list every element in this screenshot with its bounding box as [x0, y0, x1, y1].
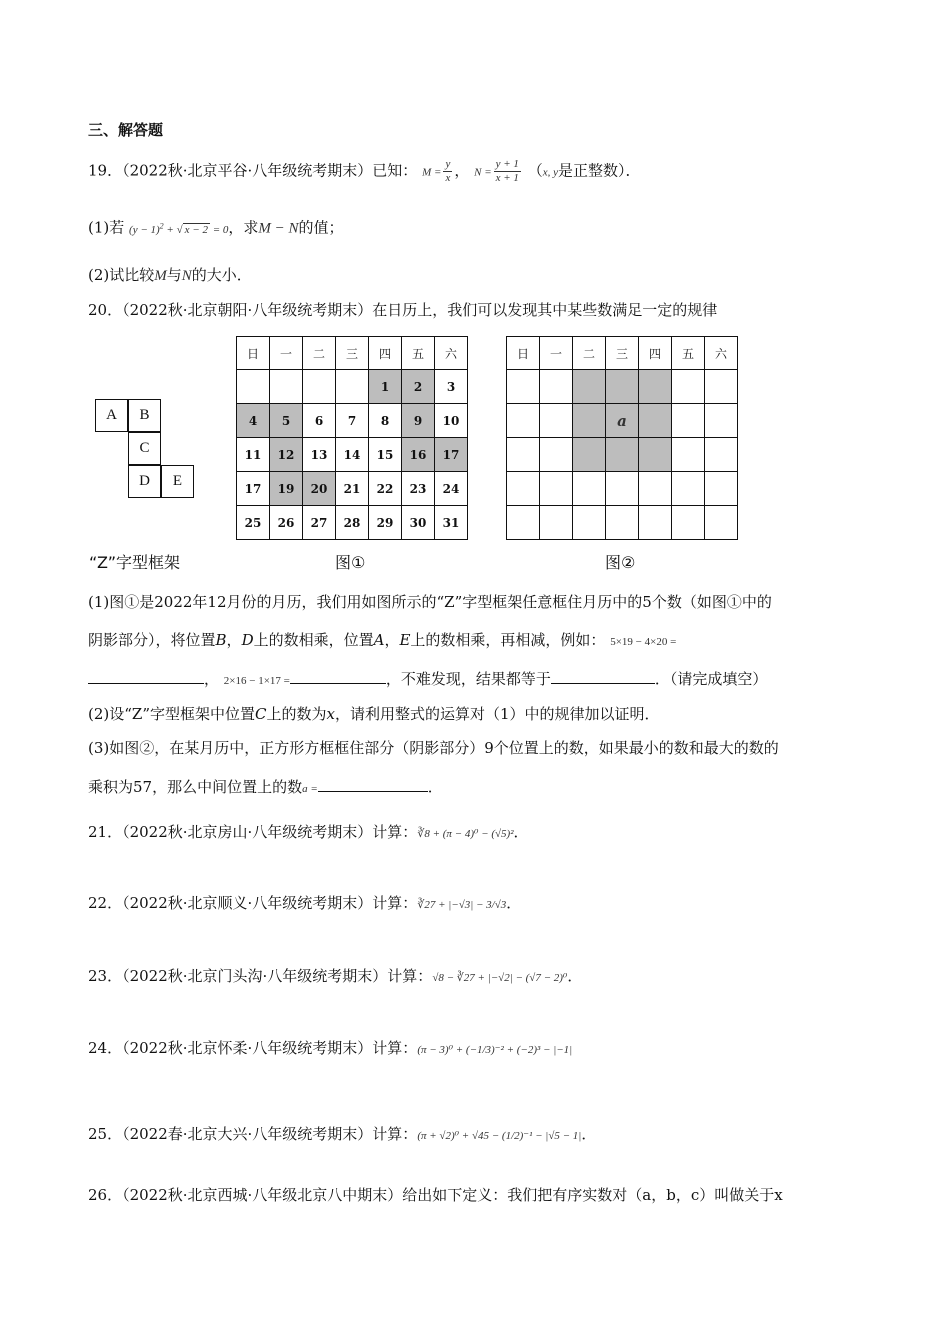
q24-expression: (π − 3)⁰ + (−1/3)⁻² + (−2)³ − |−1|	[417, 1044, 573, 1056]
figure-2-center-a: a	[606, 404, 639, 438]
figure-2-caption: 图②	[605, 553, 636, 572]
cal-cell-shaded: 5	[270, 404, 303, 438]
cal-cell-shaded: 2	[402, 370, 435, 404]
z-box-b: B	[128, 399, 161, 432]
cal-cell: 14	[336, 438, 369, 472]
cal-cell: 30	[402, 506, 435, 540]
cal-cell: 10	[435, 404, 468, 438]
q25-expression: (π + √2)⁰ + √45 − (1/2)⁻¹ − |√5 − 1|	[417, 1130, 582, 1142]
cal-cell: 3	[435, 370, 468, 404]
cal-cell: 13	[303, 438, 336, 472]
weekday-sat: 六	[435, 337, 468, 370]
q23-statement: 23．（2022秋·北京门头沟·八年级统考期末）计算：√8 − ∛27 + |−√2| − (√7 − 2)⁰．	[88, 967, 583, 985]
q19-vars: x, y	[542, 166, 558, 179]
q19-source: （2022秋·北京平谷·八年级统考期末）已知：	[122, 161, 418, 180]
q20-part3-line2: 乘积为57，那么中间位置上的数a = ．	[88, 778, 443, 796]
cal-cell: 23	[402, 472, 435, 506]
cal-cell: 25	[237, 506, 270, 540]
q20-example-2: 2×16 − 1×17 =	[223, 675, 290, 687]
weekday-tue: 二	[573, 337, 606, 370]
q20-part1-line2: 阴影部分），将位置B，D上的数相乘，位置A，E上的数相乘，再相减，例如： 5×19 − 4×20 =	[88, 631, 677, 649]
weekday-fri: 五	[672, 337, 705, 370]
cal-cell: 6	[303, 404, 336, 438]
weekday-sat: 六	[705, 337, 738, 370]
cal-cell: 15	[369, 438, 402, 472]
cal-cell-shaded: 20	[303, 472, 336, 506]
weekday-mon: 一	[540, 337, 573, 370]
q20-part3-line1: (3)如图②，在某月历中，正方形方框框住部分（阴影部分）9个位置上的数，如果最小的数和最大的数的	[88, 739, 779, 757]
q20-example-1: 5×19 − 4×20 =	[610, 636, 677, 648]
weekday-wed: 三	[606, 337, 639, 370]
q19-p1-expr: $(y - 1)^2$ + √ x − 2 = 0	[129, 221, 229, 236]
cal-cell: 24	[435, 472, 468, 506]
z-box-d: D	[128, 465, 161, 498]
cal-cell-shaded: 17	[435, 438, 468, 472]
cal-cell-shaded: 9	[402, 404, 435, 438]
cal-cell: 21	[336, 472, 369, 506]
q19-p1-target: M − N	[258, 220, 299, 237]
cal-cell-shaded: 1	[369, 370, 402, 404]
calendar-figure-2	[506, 336, 738, 540]
q19-n-fraction: $\frac{y + 1}{x + 1}$	[495, 158, 519, 184]
q19-condition: 是正整数）．	[558, 161, 641, 180]
q20-blank-1[interactable]	[88, 668, 204, 684]
cal-cell	[237, 370, 270, 404]
q26-statement: 26．（2022秋·北京西城·八年级北京八中期末）给出如下定义：我们把有序实数对（a，b，c）叫做关于x	[88, 1186, 783, 1204]
q20-part1-line3: ， 2×16 − 1×17 = ，不难发现，结果都等于 ．（请完成填空）	[88, 668, 767, 691]
weekday-wed: 三	[336, 337, 369, 370]
cal-cell: 29	[369, 506, 402, 540]
q19-m-fraction: $\frac{y}{x}$	[445, 158, 451, 184]
q21-expression: ∛8 + (π − 4)⁰ − (√5)²	[417, 828, 514, 840]
cal-cell: 22	[369, 472, 402, 506]
q23-expression: √8 − ∛27 + |−√2| − (√7 − 2)⁰	[432, 972, 568, 984]
weekday-fri: 五	[402, 337, 435, 370]
q19-n-lhs: N =	[474, 166, 492, 179]
q20-statement: 20．（2022秋·北京朝阳·八年级统考期末）在日历上，我们可以发现其中某些数满足一定的规律	[88, 301, 718, 319]
weekday-tue: 二	[303, 337, 336, 370]
q19-number: 19．	[88, 161, 123, 180]
cal-cell	[303, 370, 336, 404]
cal-cell-shaded: 16	[402, 438, 435, 472]
cal-cell-shaded: 4	[237, 404, 270, 438]
weekday-mon: 一	[270, 337, 303, 370]
weekday-thu: 四	[369, 337, 402, 370]
weekday-sun: 日	[507, 337, 540, 370]
q20-part1-line1: (1)图①是2022年12月份的月历，我们用如图所示的“Z”字型框架任意框住月历中的5个数（如图①中的	[88, 593, 772, 611]
cal-cell: 8	[369, 404, 402, 438]
weekday-thu: 四	[639, 337, 672, 370]
cal-cell: 27	[303, 506, 336, 540]
q19-part1: (1)若 $(y - 1)^2$ + √ x − 2 = 0，求M − N的值；	[88, 218, 344, 237]
cal-cell	[270, 370, 303, 404]
figure-1-caption: 图①	[335, 553, 366, 572]
q24-statement: 24．（2022秋·北京怀柔·八年级统考期末）计算：(π − 3)⁰ + (−1/3)⁻² + (−2)³ − |−1|	[88, 1039, 573, 1057]
q20-part2: (2)设“Z”字型框架中位置C上的数为x，请利用整式的运算对（1）中的规律加以证明．	[88, 705, 660, 723]
cal-cell: 11	[237, 438, 270, 472]
q19-m-lhs: M =	[422, 166, 442, 179]
q19-part2: (2)试比较M与N的大小．	[88, 266, 252, 284]
q20-blank-4[interactable]	[318, 776, 428, 792]
cal-cell: 7	[336, 404, 369, 438]
z-frame-caption: “Z”字型框架	[89, 553, 180, 572]
z-box-a: A	[95, 399, 128, 432]
q22-statement: 22．（2022秋·北京顺义·八年级统考期末）计算：∛27 + |−√3| − 3/√3．	[88, 894, 522, 912]
q21-statement: 21．（2022秋·北京房山·八年级统考期末）计算：∛8 + (π − 4)⁰ − (√5)²．	[88, 823, 529, 841]
z-box-e: E	[161, 465, 194, 498]
q19-statement: 19．（2022秋·北京平谷·八年级统考期末）已知： M = $\frac{y}{x}$ ， N = $\frac{y + 1}{x + 1}$ （x, y是正整数）．	[88, 158, 641, 184]
q25-statement: 25．（2022春·北京大兴·八年级统考期末）计算：(π + √2)⁰ + √45 − (1/2)⁻¹ − |√5 − 1|．	[88, 1125, 597, 1143]
q22-expression: ∛27 + |−√3| − 3/√3	[417, 899, 507, 911]
q20-blank-3[interactable]	[551, 668, 655, 684]
cal-cell: 28	[336, 506, 369, 540]
q20-blank-2[interactable]	[290, 668, 386, 684]
cal-cell: 26	[270, 506, 303, 540]
cal-cell-shaded: 19	[270, 472, 303, 506]
calendar-figure-1	[236, 336, 468, 540]
cal-cell: 31	[435, 506, 468, 540]
weekday-sun: 日	[237, 337, 270, 370]
cal-cell	[336, 370, 369, 404]
z-box-c: C	[128, 432, 161, 465]
cal-cell-shaded: 12	[270, 438, 303, 472]
section-title: 三、解答题	[88, 121, 164, 139]
cal-cell: 17	[237, 472, 270, 506]
